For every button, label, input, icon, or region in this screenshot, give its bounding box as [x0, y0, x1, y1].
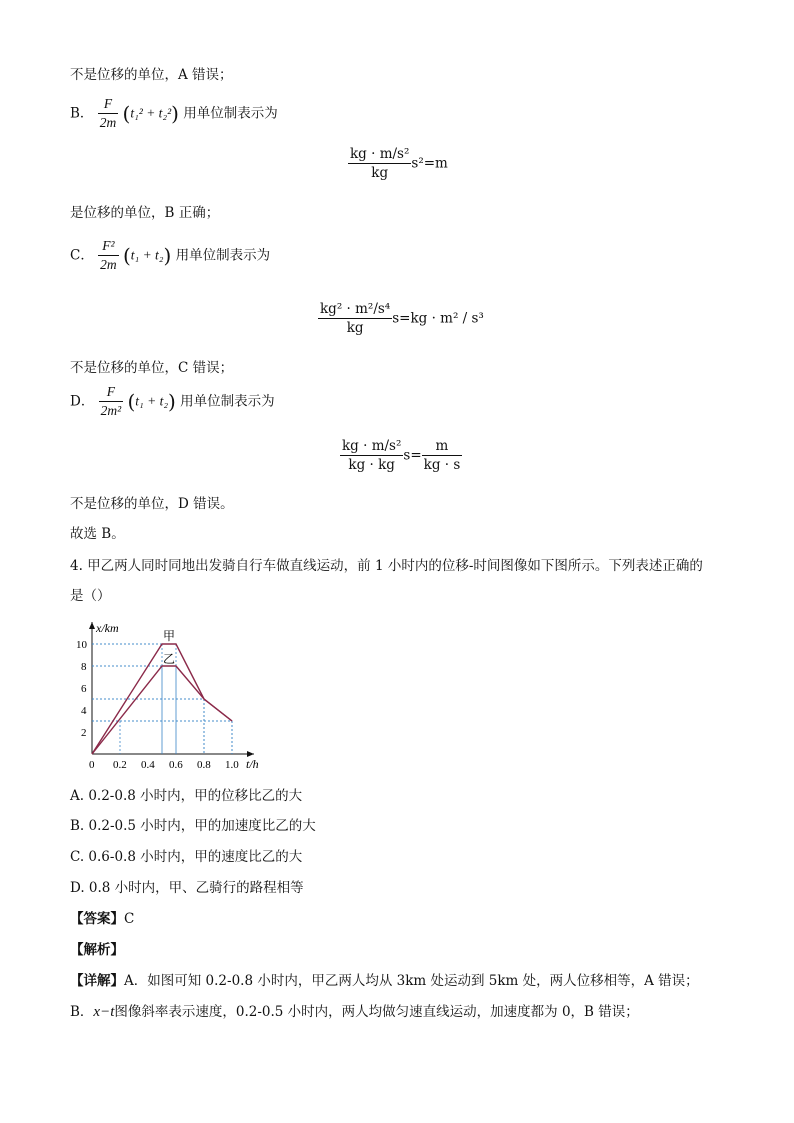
x-tick-5: 1.0	[225, 759, 239, 771]
b-unit-den: kg	[371, 165, 389, 181]
x-tick-0: 0	[89, 759, 95, 771]
question-stem-line2: 是（）	[70, 588, 111, 604]
y-axis-arrow	[89, 622, 95, 629]
b-prefix: B．	[70, 105, 94, 122]
d-unit-den2: kg · s	[423, 457, 461, 473]
c-fraction	[98, 237, 119, 274]
text-a-wrong: 不是位移的单位，A 错误；	[70, 67, 233, 83]
text-c-wrong: 不是位移的单位，C 错误；	[70, 360, 234, 376]
y-axis-label: x/km	[96, 621, 119, 635]
text-choose-b: 故选 B。	[70, 526, 125, 542]
answer-label: 【答案】	[70, 911, 124, 927]
d-fraction	[99, 383, 124, 420]
b-suffix: 用单位制表示为	[183, 105, 278, 122]
x-tick-4: 0.8	[197, 759, 211, 771]
option-c: C. 0.6-0.8 小时内，甲的速度比乙的大	[70, 849, 303, 865]
c-fraction-num: F²	[98, 237, 119, 256]
option-d-formula-line: D． $\frac{F}{\text{2m²}}$ (t₁ + t₂) 用单位制表示为	[70, 384, 275, 418]
d-fraction-den: 2m²	[100, 403, 122, 418]
x-tick-1: 0.2	[113, 759, 127, 771]
b-expl-formula: x−t	[93, 1004, 115, 1020]
y-tick-3: 8	[81, 661, 87, 673]
c-unit-num: kg² · m²/s⁴	[320, 301, 391, 317]
d-unit-num: kg · m/s²	[342, 438, 402, 454]
d-unit-mid: s=	[403, 447, 422, 464]
y-tick-4: 10	[76, 639, 87, 651]
c-unit-rest: s=kg · m² / s³	[392, 310, 484, 327]
c-unit-den: kg	[346, 320, 364, 336]
c-unit-formula	[318, 300, 484, 337]
b-explanation-line	[70, 1002, 639, 1022]
b-expl-text: 图像斜率表示速度，0.2-0.5 小时内，两人均做匀速直线运动，加速度都为 0，B 错误；	[114, 1004, 639, 1020]
option-d: D. 0.8 小时内，甲、乙骑行的路程相等	[70, 880, 304, 896]
d-paren-content: t₁ + t₂	[135, 393, 169, 409]
question-stem-line1: 4. 甲乙两人同时同地出发骑自行车做直线运动，前 1 小时内的位移-时间图像如下图所示。下列表述正确的	[70, 558, 703, 574]
detail-text: A．如图可知 0.2-0.8 小时内，甲乙两人均从 3km 处运动到 5km 处，两人位移相等，A 错误；	[124, 973, 699, 989]
d-fraction-num: F	[99, 383, 124, 402]
d-unit-num2: m	[422, 437, 463, 456]
option-b: B. 0.2-0.5 小时内，甲的加速度比乙的大	[70, 818, 316, 834]
detail-label: 【详解】	[70, 973, 124, 989]
position-time-chart	[60, 612, 280, 782]
c-suffix: 用单位制表示为	[175, 247, 271, 264]
c-prefix: C．	[70, 247, 94, 264]
d-suffix: 用单位制表示为	[180, 393, 275, 410]
d-unit-formula	[340, 437, 462, 474]
series-label-1: 乙	[163, 652, 176, 666]
series-label-0: 甲	[163, 629, 176, 643]
option-b-formula-line: B． $\frac{F}{2m}$ (t₁² + t₂²) 用单位制表示为	[70, 96, 278, 130]
b-expl-prefix: B．	[70, 1004, 94, 1020]
y-tick-2: 6	[81, 683, 87, 695]
b-fraction-num: F	[98, 95, 119, 114]
y-tick-0: 2	[81, 727, 87, 739]
b-paren-content: t₁² + t₂²	[130, 105, 172, 121]
b-fraction	[98, 95, 119, 132]
b-unit-num: kg · m/s²	[350, 146, 410, 162]
b-unit-formula	[348, 145, 448, 182]
text-b-correct: 是位移的单位，B 正确；	[70, 205, 220, 221]
d-prefix: D．	[70, 393, 95, 410]
answer-line	[70, 909, 134, 929]
detail-line	[70, 971, 699, 991]
b-unit-rest: s²=m	[411, 155, 448, 172]
text-d-wrong: 不是位移的单位，D 错误。	[70, 496, 234, 512]
answer-value: C	[124, 911, 135, 927]
d-unit-den: kg · kg	[348, 457, 395, 473]
c-fraction-den: 2m	[100, 257, 117, 272]
c-paren-content: t₁ + t₂	[130, 247, 164, 263]
analysis-label: 【解析】	[70, 942, 124, 958]
x-axis-label: t/h	[246, 757, 259, 771]
option-c-formula-line: C． $\frac{\text{F²}}{2m}$ (t₁ + t₂) 用单位制表示为	[70, 238, 271, 272]
b-fraction-den: 2m	[99, 115, 117, 130]
x-tick-2: 0.4	[141, 759, 155, 771]
y-tick-1: 4	[81, 705, 87, 717]
x-tick-3: 0.6	[169, 759, 183, 771]
option-a: A. 0.2-0.8 小时内，甲的位移比乙的大	[70, 788, 303, 804]
